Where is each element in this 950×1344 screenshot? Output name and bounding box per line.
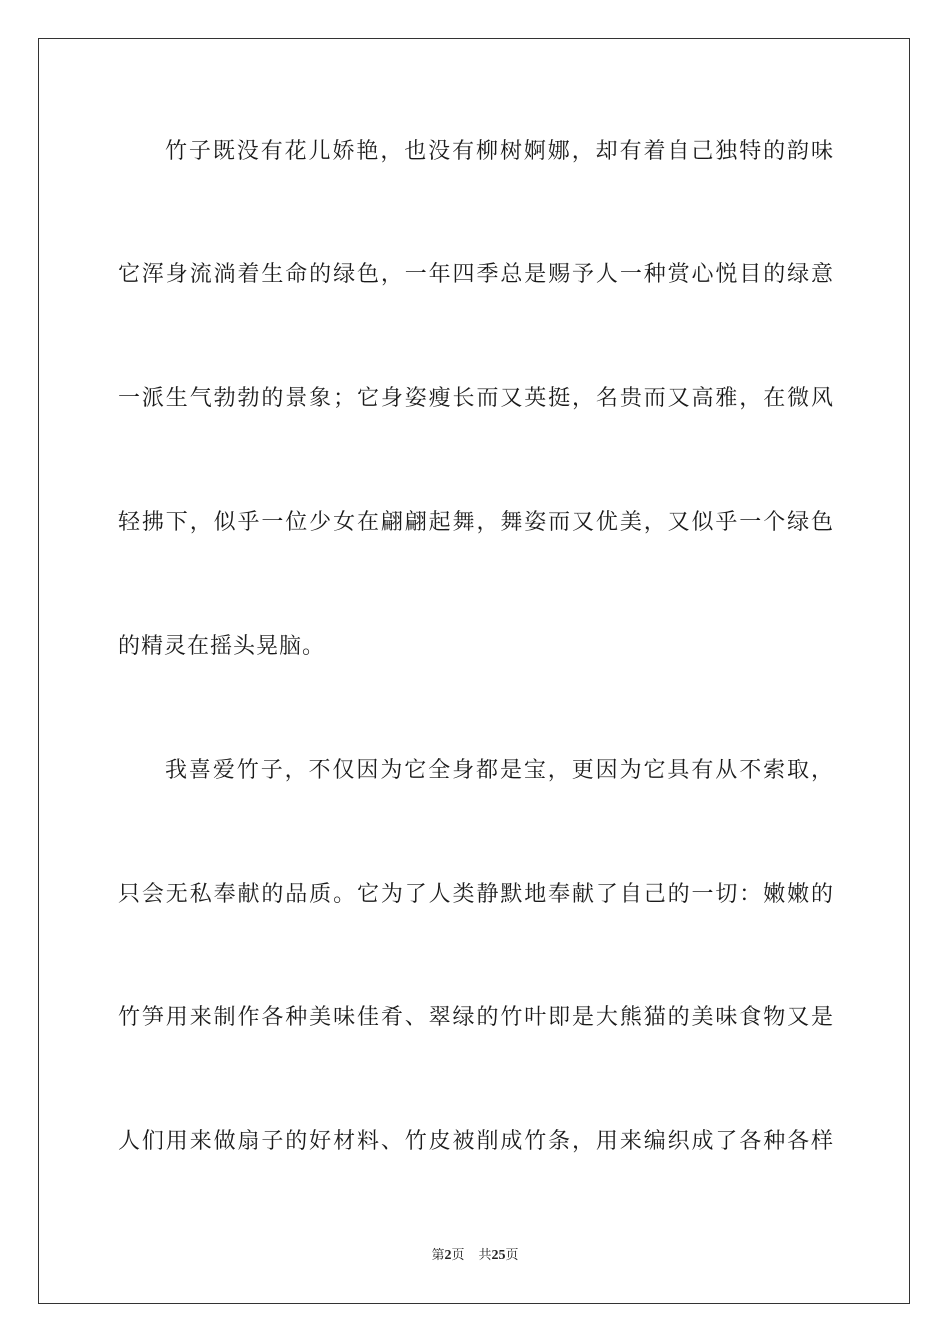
total-suffix: 页 [505,1248,519,1263]
total-pages: 25 [491,1248,506,1263]
paragraph-2-line-1: 我喜爱竹子，不仅因为它全身都是宝，更因为它具有从不索取， [165,758,834,783]
total-prefix: 共 [478,1248,492,1263]
paragraph-1-line-5: 的精灵在摇头晃脑。 [118,634,326,659]
page-footer [0,1247,950,1265]
page-number: 2 [444,1248,452,1263]
page-border [38,38,910,1304]
paragraph-2-line-4: 人们用来做扇子的好材料、竹皮被削成竹条，用来编织成了各种各样 [118,1129,834,1154]
paragraph-1-line-2: 它浑身流淌着生命的绿色，一年四季总是赐予人一种赏心悦目的绿意 [118,262,834,287]
page-prefix: 第 [431,1248,445,1263]
paragraph-2-line-2: 只会无私奉献的品质。它为了人类静默地奉献了自己的一切：嫩嫩的 [118,882,834,907]
paragraph-1-line-1: 竹子既没有花儿娇艳，也没有柳树婀娜，却有着自己独特的韵味 [165,139,834,164]
paragraph-2-line-3: 竹笋用来制作各种美味佳肴、翠绿的竹叶即是大熊猫的美味食物又是 [118,1005,834,1030]
paragraph-1-line-4: 轻拂下，似乎一位少女在翩翩起舞，舞姿而又优美，又似乎一个绿色 [118,510,834,535]
page-suffix: 页 [451,1248,465,1263]
paragraph-1-line-3: 一派生气勃勃的景象；它身姿瘦长而又英挺，名贵而又高雅，在微风 [118,386,834,411]
